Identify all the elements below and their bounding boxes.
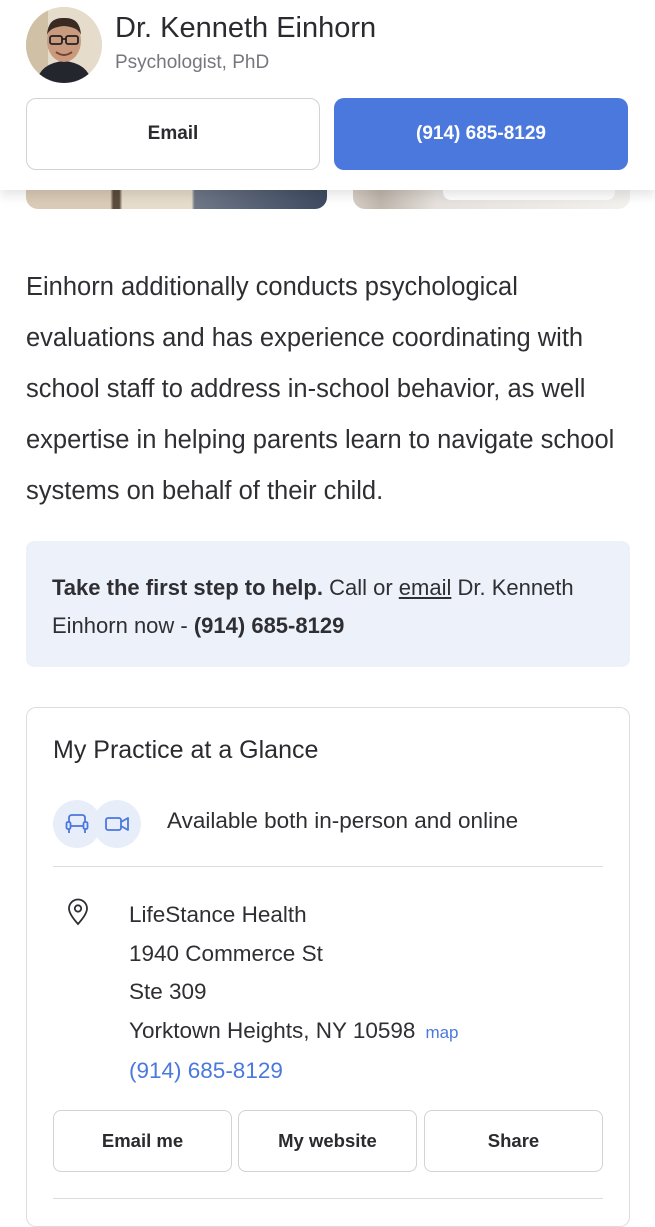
sticky-profile-header <box>0 0 655 190</box>
practice-card <box>26 707 630 1227</box>
divider <box>53 1198 603 1199</box>
video-icon <box>93 800 141 848</box>
location-pin-icon <box>65 898 91 931</box>
address-line: 1940 Commerce St <box>129 940 323 966</box>
email-button[interactable]: Email <box>26 98 320 170</box>
session-mode-icons <box>53 800 141 848</box>
address-city: Yorktown Heights, NY 10598 <box>129 1017 416 1043</box>
cta-lead: Take the first step to help. <box>52 575 323 600</box>
provider-credentials: Psychologist, PhD <box>115 52 270 73</box>
about-paragraph: Einhorn additionally conducts psychological evaluations and has experience coordinating with school staff to address in-school behavior, as well expertise in helping parents learn to navigate school systems on behalf of their child. <box>26 273 615 505</box>
address-line: Ste 309 <box>129 979 207 1004</box>
cta-text: Dr. Kenneth Einhorn now - <box>52 575 574 638</box>
practice-phone-link[interactable]: (914) 685-8129 <box>129 1058 283 1083</box>
call-to-action-box <box>26 541 630 667</box>
cta-phone[interactable]: (914) 685-8129 <box>193 613 345 638</box>
share-button[interactable]: Share <box>424 1110 603 1172</box>
call-button[interactable]: (914) 685-8129 <box>334 98 628 170</box>
email-me-button[interactable]: Email me <box>53 1110 232 1172</box>
divider <box>53 866 603 867</box>
avatar <box>26 7 102 83</box>
practice-address <box>129 896 459 1091</box>
cta-text: Call or <box>322 575 399 600</box>
card-title: My Practice at a Glance <box>53 736 319 764</box>
provider-name: Dr. Kenneth Einhorn <box>115 12 377 44</box>
availability-text: Available both in-person and online <box>167 808 519 833</box>
cta-email-link[interactable]: email <box>398 575 452 600</box>
map-link[interactable]: map <box>425 1022 459 1042</box>
address-name: LifeStance Health <box>129 902 307 927</box>
website-button[interactable]: My website <box>238 1110 417 1172</box>
